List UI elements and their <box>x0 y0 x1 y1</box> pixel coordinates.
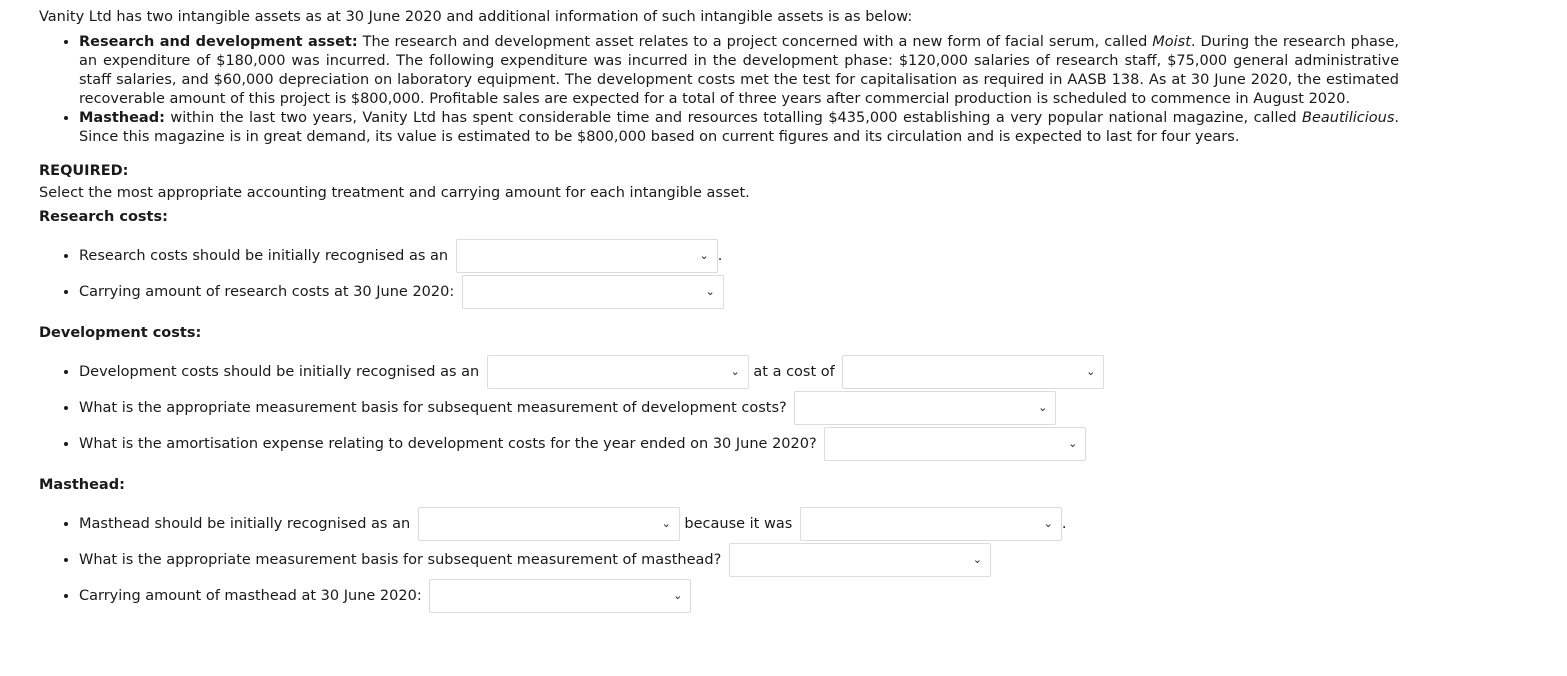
masthead-questions <box>39 507 1399 615</box>
research-q1-label: Research costs should be initially recognised as an <box>79 248 449 264</box>
masthead-q3 <box>79 579 1399 615</box>
masthead-q1 <box>79 507 1399 543</box>
masthead-q2-label: What is the appropriate measurement basis for subsequent measurement of masthead? <box>79 552 722 568</box>
masthead-q3-label: Carrying amount of masthead at 30 June 2020: <box>79 588 422 604</box>
info-masthead-text-1: within the last two years, Vanity Ltd has spent considerable time and resources totalling $435,000 establishing a very popular national magazine, called <box>164 110 1303 126</box>
development-q1-label: Development costs should be initially recognised as an <box>79 364 480 380</box>
research-q1 <box>79 239 1399 275</box>
required-text: Select the most appropriate accounting treatment and carrying amount for each intangible asset. <box>39 185 750 201</box>
masthead-q1-label: Masthead should be initially recognised as an <box>79 516 411 532</box>
masthead-measurement-basis-select[interactable] <box>729 543 991 577</box>
info-rd-heading: Research and development asset: <box>79 34 358 50</box>
masthead-recognition-select[interactable] <box>418 507 680 541</box>
info-item-rd <box>79 33 1399 109</box>
development-q1 <box>79 355 1399 391</box>
masthead-q1-mid-label: because it was <box>684 516 793 532</box>
development-recognition-select[interactable] <box>487 355 749 389</box>
info-masthead-heading: Masthead: <box>79 110 165 126</box>
masthead-q2 <box>79 543 1399 579</box>
development-q3-label: What is the amortisation expense relating to development costs for the year ended on 30 June 2020? <box>79 436 817 452</box>
research-heading: Research costs: <box>39 209 168 225</box>
intro-text: Vanity Ltd has two intangible assets as at 30 June 2020 and additional information of such intangible assets is as below: <box>39 9 913 25</box>
research-q2-label: Carrying amount of research costs at 30 June 2020: <box>79 284 455 300</box>
chevron-down-icon: ⌄ <box>1043 517 1053 530</box>
masthead-q1-period: . <box>1061 516 1067 532</box>
development-questions <box>39 355 1399 463</box>
development-heading: Development costs: <box>39 325 202 341</box>
research-recognition-select[interactable] <box>456 239 718 273</box>
masthead-carrying-amount-select[interactable] <box>429 579 691 613</box>
chevron-down-icon: ⌄ <box>972 553 982 566</box>
chevron-down-icon: ⌄ <box>1068 437 1078 450</box>
chevron-down-icon: ⌄ <box>1038 401 1048 414</box>
chevron-down-icon: ⌄ <box>705 285 715 298</box>
development-q2 <box>79 391 1399 427</box>
info-masthead-text-2: . Since this magazine is in great demand, its value is estimated to be $800,000 based on current figures and its circulation and is expected to last for four years. <box>79 110 1399 145</box>
required-heading: REQUIRED: <box>39 163 129 179</box>
development-measurement-basis-select[interactable] <box>794 391 1056 425</box>
development-q1-mid-label: at a cost of <box>753 364 835 380</box>
chevron-down-icon: ⌄ <box>1086 365 1096 378</box>
research-q2 <box>79 275 1399 311</box>
development-cost-select[interactable] <box>842 355 1104 389</box>
info-rd-product-name: Moist <box>1152 34 1191 50</box>
question-content <box>39 8 1399 615</box>
chevron-down-icon: ⌄ <box>661 517 671 530</box>
research-q1-period: . <box>717 248 723 264</box>
info-item-masthead <box>79 109 1399 147</box>
development-q2-label: What is the appropriate measurement basis for subsequent measurement of development costs? <box>79 400 787 416</box>
masthead-heading: Masthead: <box>39 477 125 493</box>
development-amortisation-select[interactable] <box>824 427 1086 461</box>
info-rd-text-2: . During the research phase, an expenditure of $180,000 was incurred. The following expenditure was incurred in the development phase: $120,000 salaries of research staff, $75,000 general administrative staff salaries, and $60,000 depreciation on laboratory equipment. The development costs met the test for capitalisation as required in AASB 138. As at 30 June 2020, the estimated recoverable amount of this project is $800,000. Profitable sales are expected for a total of three years after commercial production is scheduled to commence in August 2020. <box>79 34 1399 107</box>
chevron-down-icon: ⌄ <box>730 365 740 378</box>
research-carrying-amount-select[interactable] <box>462 275 724 309</box>
development-q3 <box>79 427 1399 463</box>
masthead-reason-select[interactable] <box>800 507 1062 541</box>
chevron-down-icon: ⌄ <box>673 589 683 602</box>
chevron-down-icon: ⌄ <box>699 249 709 262</box>
asset-info-list <box>39 33 1399 147</box>
info-rd-text-1: The research and development asset relates to a project concerned with a new form of facial serum, called <box>357 34 1153 50</box>
info-masthead-magazine-name: Beautilicious <box>1302 110 1395 126</box>
research-questions <box>39 239 1399 311</box>
